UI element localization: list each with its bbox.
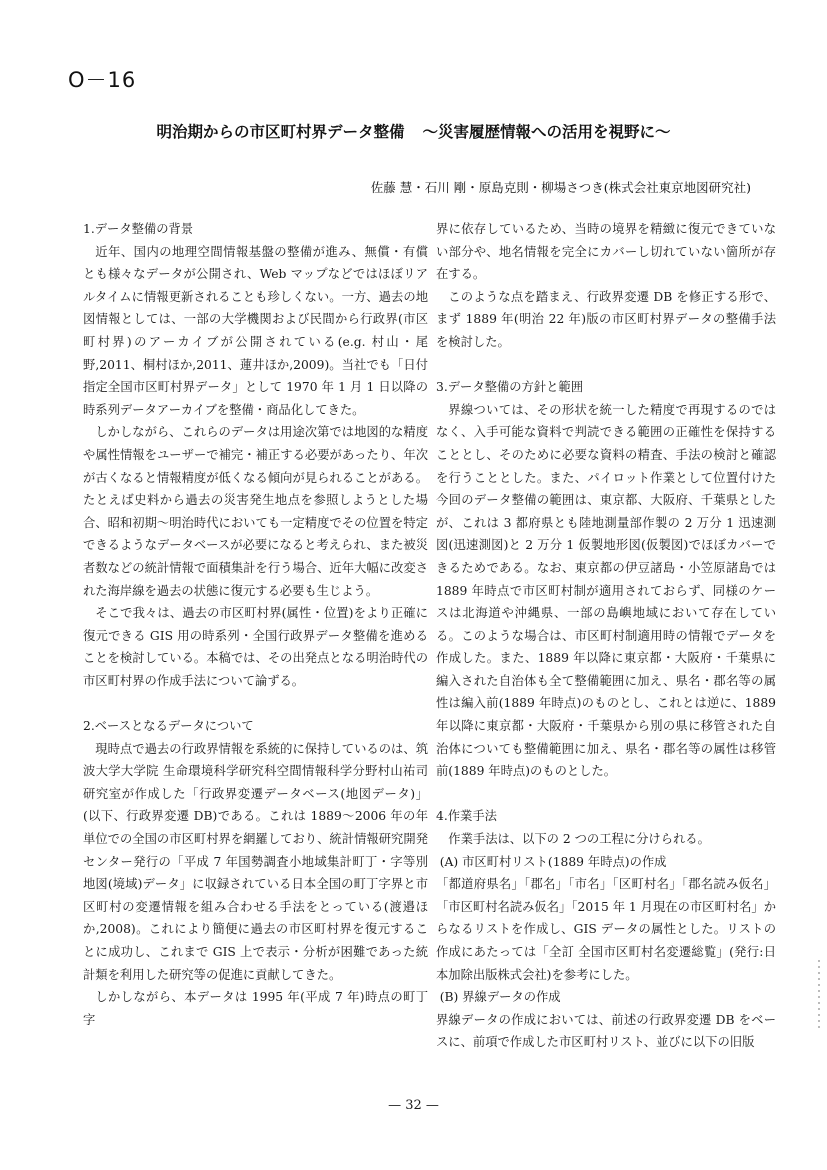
title-main: 明治期からの市区町村界データ整備 bbox=[156, 123, 405, 141]
page-number: — 32 — bbox=[388, 1098, 439, 1113]
paragraph: 界線データの作成においては、前述の行政界変遷 DB をベースに、前項で作成した市区町村リスト、並びに以下の旧版 bbox=[436, 1012, 776, 1050]
subsection-heading: (A) 市区町村リスト(1889 年時点)の作成 bbox=[439, 854, 667, 869]
scan-artifact bbox=[818, 960, 820, 1030]
right-column bbox=[436, 218, 776, 1054]
section-heading: 4.作業手法 bbox=[436, 809, 497, 824]
title-subtitle: ～災害履歴情報への活用を視野に～ bbox=[422, 123, 671, 141]
authors: 佐藤 慧・石川 剛・原島克則・柳場さつき(株式会社東京地図研究社) bbox=[370, 180, 751, 195]
section-heading: 1.データ整備の背景 bbox=[83, 222, 194, 236]
section-heading: 2.ベースとなるデータについて bbox=[83, 719, 254, 734]
paragraph: 界線ついては、その形状を統一した精度で再現するのではなく、入手可能な資料で判読できる範囲の正確性を保持することとし、そのために必要な資料の精査、手法の検討と確認を行うこととした。また、パイロット作業として位置付けた今回のデータ整備の範囲は、東京都、大阪府、千葉県としたが、これは 3 都府県とも陸地測量部作製の 2 万分 1 迅速測図(迅速測図)と 2 万分 1 仮製地形図(仮製図)でほぼカバーできるためである。なお、東京都の伊豆諸島・小笠原諸島では 1889 年時点で市区町村制が適用されておらず、同様のケースは北海道や沖縄県、一部の島嶼地域において存在している。このような場合は、市区町村制適用時の情報でデータを作成した。また、1889 年以降に東京都・大阪府・千葉県に編入された自治体も全て整備範囲に加え、県名・郡名等の属性は編入前(1889 年時点)のものとし、これとは逆に、1889 年以降に東京都・大阪府・千葉県から別の県に移管された自治体についても整備範囲に加え、県名・郡名等の属性は移管前(1889 年時点)のものとした。 bbox=[436, 402, 776, 779]
left-column bbox=[83, 218, 428, 1031]
section-heading: 3.データ整備の方針と範囲 bbox=[436, 380, 583, 395]
paper-number: O－16 bbox=[68, 68, 137, 92]
paragraph: 作業手法は、以下の 2 つの工程に分けられる。 bbox=[448, 832, 710, 847]
paragraph: しかしながら、これらのデータは用途次第では地図的な精度や属性情報をユーザーで補完・補正する必要があったり、年次が古くなると情報精度が低くなる傾向が見られることがある。たとえば史料から過去の災害発生地点を参照しようとした場合、昭和初期～明治時代においても一定精度でその位置を特定できるようなデータベースが必要になると考えられ、また被災者数などの統計情報で面積集計を行う場合、近年大幅に改変された海岸線を過去の状態に復元する必要も生じよう。 bbox=[83, 425, 428, 598]
paragraph: 「都道府県名」「郡名」「市名」「区町村名」「郡名読み仮名」「市区町村名読み仮名」「2015 年 1 月現在の市区町村名」からなるリストを作成し、GIS データの属性とした。リストの作成にあたっては「全訂 全国市区町村名変遷総覧」(発行:日本加除出版株式会社)を参考にした。 bbox=[436, 877, 776, 982]
paragraph-continued: 界に依存しているため、当時の境界を精緻に復元できていない部分や、地名情報を完全にカバーし切れていない箇所が存在する。 bbox=[436, 222, 776, 282]
paragraph: 近年、国内の地理空間情報基盤の整備が進み、無償・有償とも様々なデータが公開され、Web マップなどではほぼリアルタイムに情報更新されることも珍しくない。一方、過去の地図情報としては、一部の大学機関および民間から行政界(市区町村界)のアーカイブが公開されている(e.g. 村山・尾野,2011、桐村ほか,2011、蓮井ほか,2009)。当社でも「日付指定全国市区町村界データ」として 1970 年 1 月 1 日以降の時系列データアーカイブを整備・商品化してきた。 bbox=[83, 244, 428, 417]
paragraph: そこで我々は、過去の市区町村界(属性・位置)をより正確に復元できる GIS 用の時系列・全国行政界データ整備を進めることを検討している。本稿では、その出発点となる明治時代の市区町村界の作成手法について論ずる。 bbox=[83, 606, 428, 688]
paragraph: このような点を踏まえ、行政界変遷 DB を修正する形で、まず 1889 年(明治 22 年)版の市区町村界データの整備手法を検討した。 bbox=[436, 289, 776, 349]
paragraph: しかしながら、本データは 1995 年(平成 7 年)時点の町丁字 bbox=[83, 990, 428, 1027]
paper-title bbox=[0, 120, 827, 142]
paragraph: 現時点で過去の行政界情報を系統的に保持しているのは、筑波大学大学院 生命環境科学研究科空間情報科学分野村山祐司研究室が作成した「行政界変遷データベース(地図データ)」(以下、行政界変遷 DB)である。これは 1889～2006 年の年単位での全国の市区町村界を網羅しており、統計情報研究開発センター発行の「平成 7 年国勢調査小地域集計町丁・字等別地図(境域)データ」に収録されている日本全国の町丁字界と市区町村の変遷情報を組み合わせる手法をとっている(渡邉ほか,2008)。これにより簡便に過去の市区町村界を復元することに成功し、これまで GIS 上で表示・分析が困難であった統計類を利用した研究等の促進に貢献してきた。 bbox=[83, 741, 428, 982]
subsection-heading: (B) 界線データの作成 bbox=[439, 990, 561, 1005]
